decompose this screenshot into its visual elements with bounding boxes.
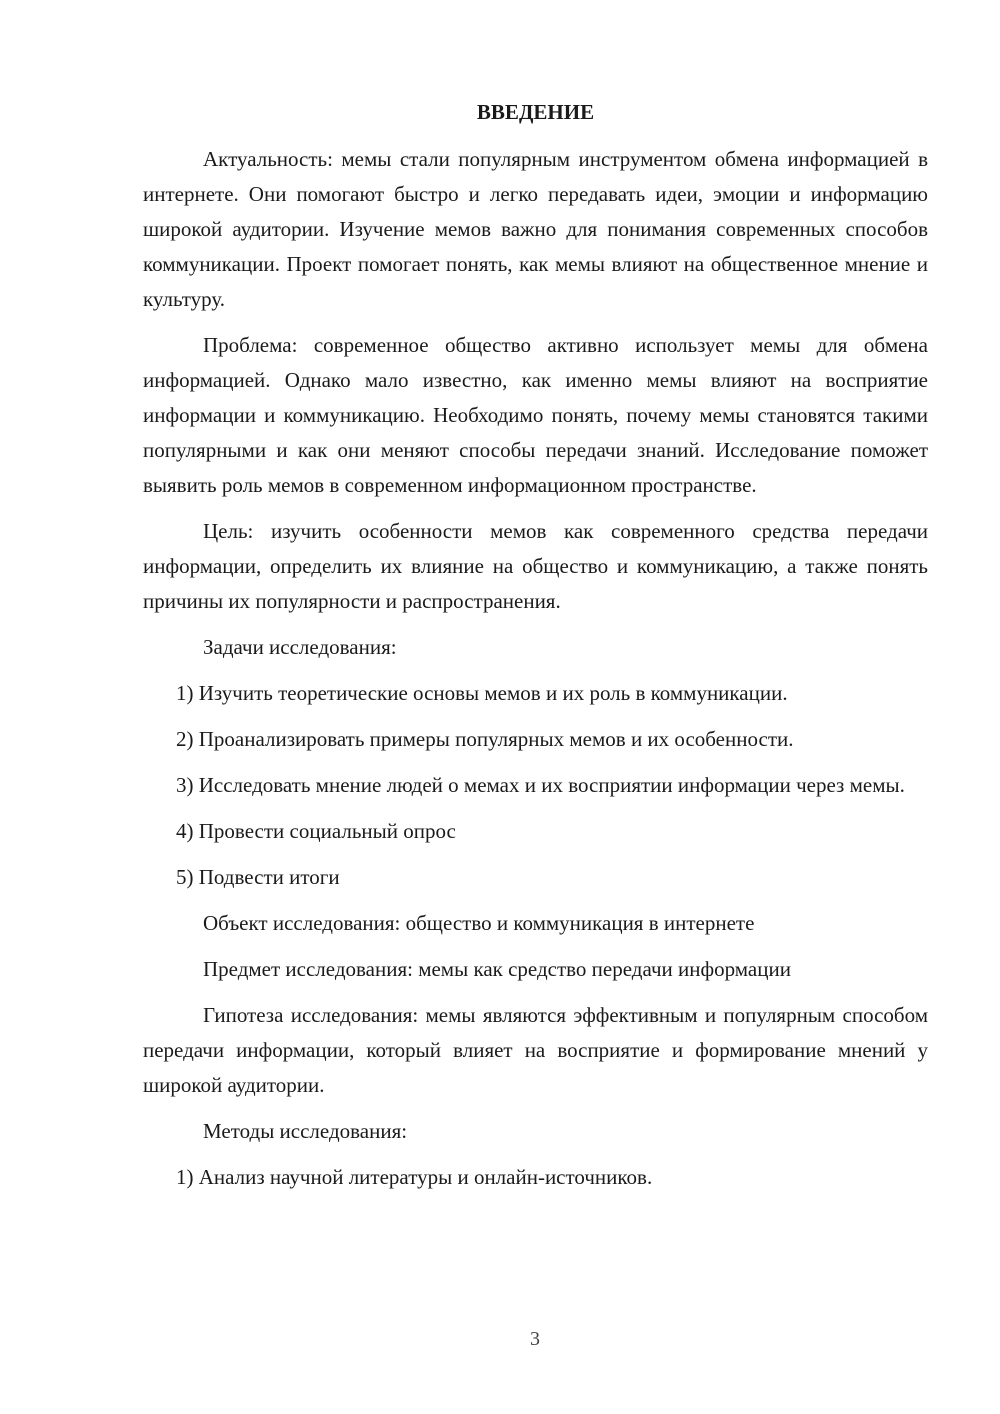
page-title: ВВЕДЕНИЕ [476, 100, 595, 124]
research-subject: Предмет исследования: мемы как средство передачи информации [203, 957, 791, 981]
method-item-1: 1) Анализ научной литературы и онлайн-источников. [176, 1165, 653, 1189]
page-number: 3 [530, 1328, 540, 1350]
relevance-paragraph: Актуальность: мемы стали популярным инструментом обмена информацией в интернете. Они помогают быстро и легко передавать идеи, эмоции и информацию широкой аудитории. Изучение мемов важно для понимания современных способов коммуникации. Проект помогает понять, как мемы влияют на общественное мнение и культуру. [143, 147, 928, 311]
methods-heading: Методы исследования: [203, 1119, 408, 1143]
problem-paragraph: Проблема: современное общество активно использует мемы для обмена информацией. Однако мало известно, как именно мемы влияют на восприятие информации и коммуникацию. Необходимо понять, почему мемы становятся такими популярными и как они меняют способы передачи знаний. Исследование поможет выявить роль мемов в современном информационном пространстве. [143, 333, 928, 497]
tasks-heading: Задачи исследования: [203, 635, 397, 659]
goal-paragraph: Цель: изучить особенности мемов как современного средства передачи информации, определить их влияние на общество и коммуникацию, а также понять причины их популярности и распространения. [143, 519, 928, 613]
document-page [143, 95, 928, 1206]
research-object: Объект исследования: общество и коммуникация в интернете [203, 911, 755, 935]
task-item-5: 5) Подвести итоги [176, 865, 340, 889]
task-item-2: 2) Проанализировать примеры популярных мемов и их особенности. [176, 727, 794, 751]
task-item-3: 3) Исследовать мнение людей о мемах и их восприятии информации через мемы. [176, 773, 905, 797]
task-item-4: 4) Провести социальный опрос [176, 819, 456, 843]
task-item-1: 1) Изучить теоретические основы мемов и их роль в коммуникации. [176, 681, 788, 705]
hypothesis-paragraph: Гипотеза исследования: мемы являются эффективным и популярным способом передачи информации, который влияет на восприятие и формирование мнений у широкой аудитории. [143, 1003, 928, 1097]
